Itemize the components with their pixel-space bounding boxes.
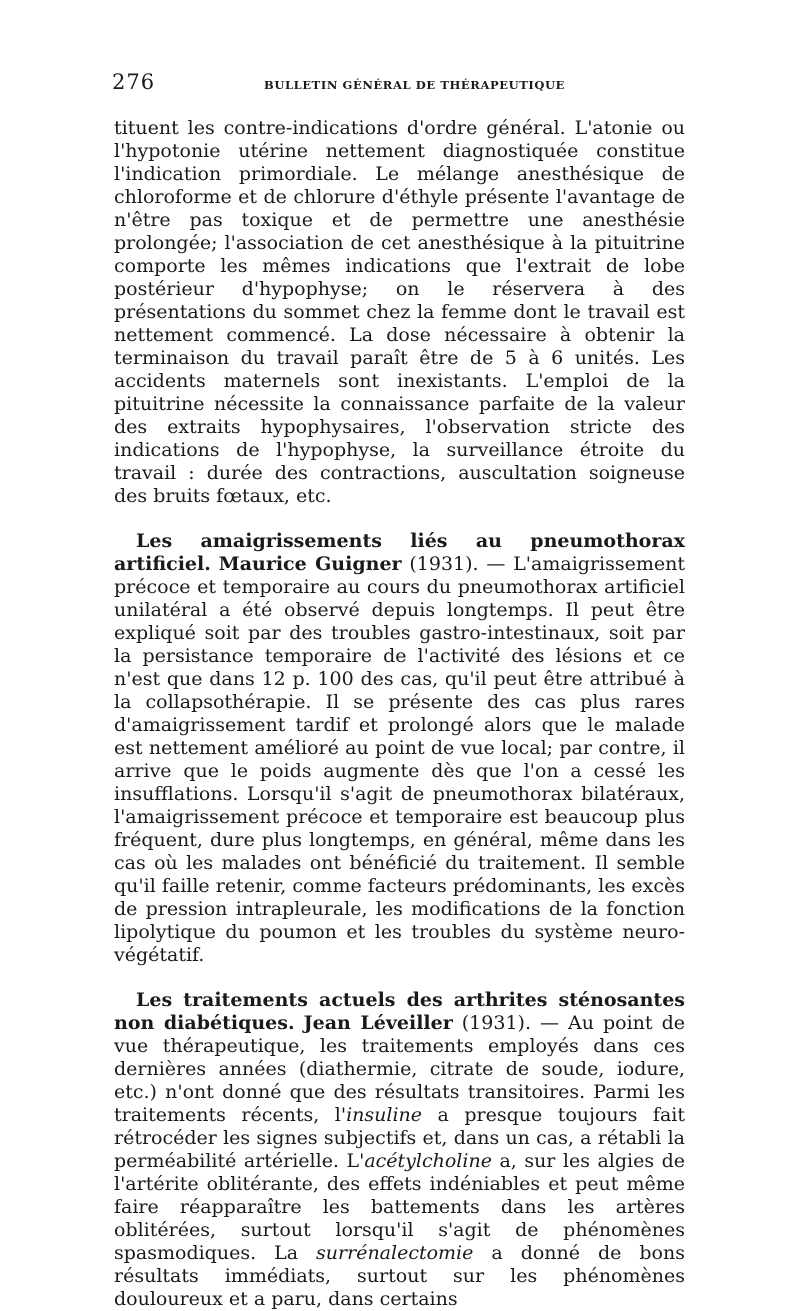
page-number: 276 <box>112 70 156 94</box>
section-spacer <box>114 967 685 989</box>
section-author: Maurice Guigner <box>218 553 402 575</box>
section-text: a donné de bons résultats immédiats, surtout sur les phénomènes douloureux et a paru, dans certains <box>114 1242 685 1310</box>
section-title: Les amaigrissements liés au pneumothorax artificiel. <box>114 530 685 575</box>
abstract-amaigrissements <box>114 530 685 967</box>
section-text: (1931). — L'amaigrissement précoce et temporaire au cours du pneumothorax artificiel unilatéral a été observé depuis longtemps. Il peut être expliqué soit par des troubles gastro-intestinaux, soit par la persistance temporaire de l'activité des lésions et ce n'est que dans 12 p. 100 des cas, qu'il peut être attribué à la collapsothérapie. Il se présente des cas plus rares d'amaigrissement tardif et prolongé alors que le malade est nettement amélioré au point de vue local; par contre, il arrive que le poids augmente dès que l'on a cessé les insufflations. Lorsqu'il s'agit de pneumothorax bilatéraux, l'amaigrissement précoce et temporaire est beaucoup plus fréquent, dure plus longtemps, en général, même dans les cas où les malades ont bénéficié du traitement. Il semble qu'il faille retenir, comme facteurs prédominants, les excès de pression intrapleurale, les modifications de la fonction lipolytique du poumon et les troubles du système neuro-végétatif. <box>114 553 685 966</box>
running-title: BULLETIN GÉNÉRAL DE THÉRAPEUTIQUE <box>264 78 565 92</box>
continued-paragraph: tituent les contre-indications d'ordre général. L'atonie ou l'hypotonie utérine nettement diagnostiquée constitue l'indication primordiale. Le mélange anesthésique de chloroforme et de chlorure d'éthyle présente l'avantage de n'être pas toxique et de permettre une anesthésie prolongée; l'association de cet anesthésique à la pituitrine comporte les mêmes indications que l'extrait de lobe postérieur d'hypophyse; on le réservera à des présentations du sommet chez la femme dont le travail est nettement commencé. La dose nécessaire à obtenir la terminaison du travail paraît être de 5 à 6 unités. Les accidents maternels sont inexistants. L'emploi de la pituitrine nécessite la connaissance parfaite de la valeur des extraits hypophysaires, l'observation stricte des indications de l'hypophyse, la surveillance étroite du travail : durée des contractions, auscultation soigneuse des bruits fœtaux, etc. <box>114 117 685 507</box>
drug-name-acetylcholine: acétylcholine <box>364 1150 492 1172</box>
page-header <box>112 70 687 100</box>
section-text: (1931). — Au point de vue thérapeutique, les traitements employés dans ces dernières années (diathermie, citrate de soude, iodure, etc.) n'ont donné que des résultats transitoires. Parmi les traitements récents, l' <box>114 1012 685 1126</box>
section-text: a, sur les algies de l'artérite oblitérante, des effets indéniables et peut même faire réapparaître les battements dans les artères oblitérées, surtout lorsqu'il s'agit de phénomènes spasmodiques. La <box>114 1150 685 1264</box>
section-text: a presque toujours fait rétrocéder les signes subjectifs et, dans un cas, a rétabli la perméabilité artérielle. L' <box>114 1104 685 1172</box>
abstract-arthrites <box>114 989 685 1311</box>
section-spacer <box>114 508 685 530</box>
body-text <box>114 117 685 1311</box>
drug-name-insuline: insuline <box>346 1104 422 1126</box>
section-title: Les traitements actuels des arthrites sténosantes non diabétiques. <box>114 989 685 1034</box>
section-author: Jean Léveiller <box>303 1012 453 1034</box>
treatment-name-surrenalectomie: surrénalectomie <box>316 1242 474 1264</box>
